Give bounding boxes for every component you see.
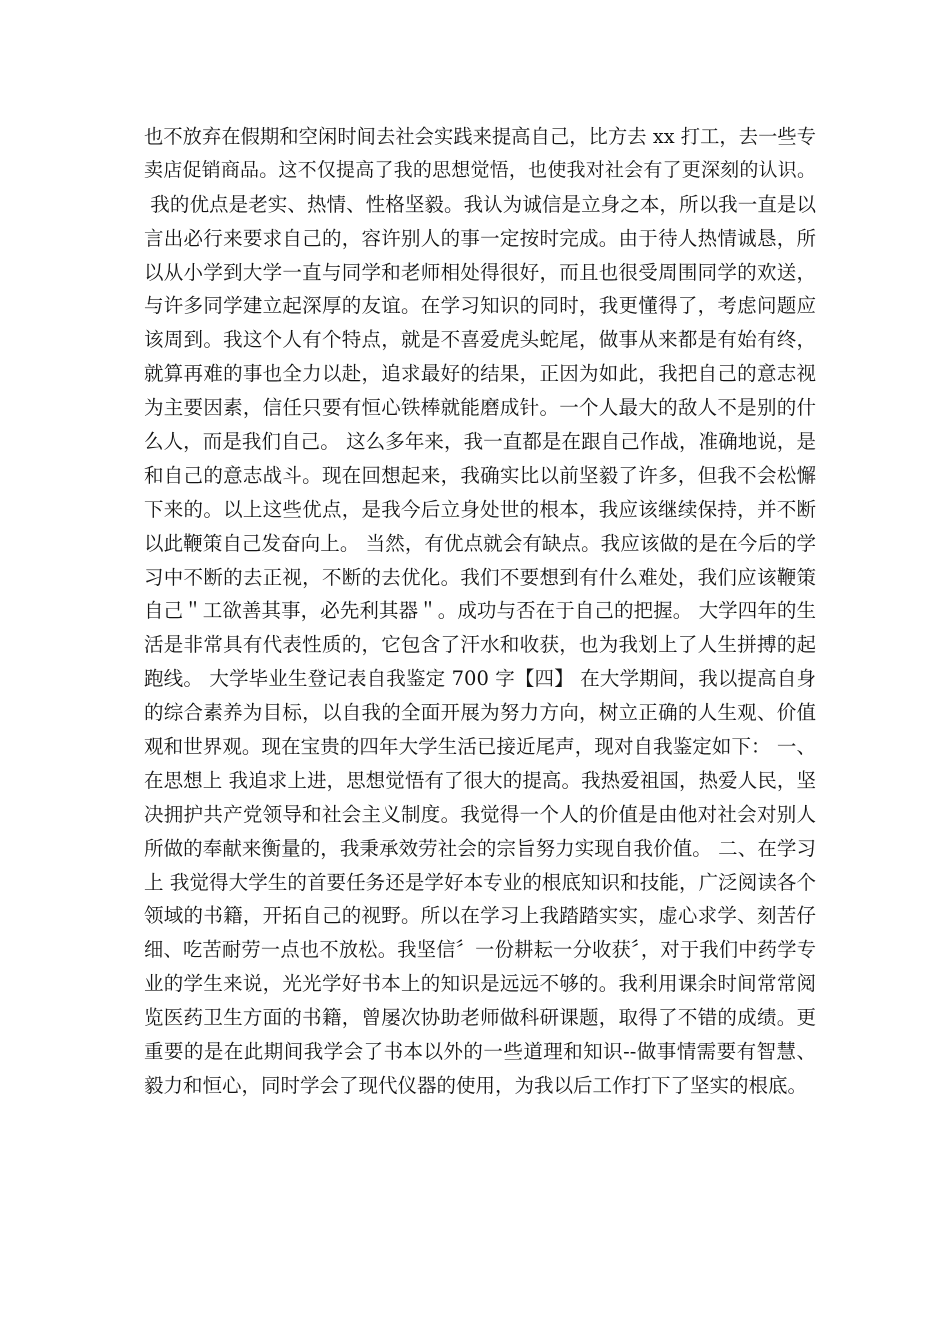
text-line: 以从小学到大学一直与同学和老师相处得很好，而且也很受周围同学的欢送， [144, 260, 816, 284]
text-line: 所做的奉献来衡量的，我秉承效劳社会的宗旨努力实现自我价值。 二、在学习 [144, 836, 816, 860]
text-line: 的综合素养为目标，以自我的全面开展为努力方向，树立正确的人生观、价值 [144, 701, 816, 725]
text-line: 决拥护共产党领导和社会主义制度。我觉得一个人的价值是由他对社会对别人 [144, 802, 816, 826]
text-line: 活是非常具有代表性质的，它包含了汗水和收获，也为我划上了人生拼搏的起 [144, 633, 816, 657]
text-line: 卖店促销商品。这不仅提高了我的思想觉悟，也使我对社会有了更深刻的认识。 [144, 158, 816, 181]
text-line: 毅力和恒心，同时学会了现代仪器的使用，为我以后工作打下了坚实的根底。 [144, 1073, 808, 1097]
text-line: 为主要因素，信任只要有恒心铁棒就能磨成针。一个人最大的敌人不是别的什 [144, 396, 816, 420]
text-line: 览医药卫生方面的书籍，曾屡次协助老师做科研课题，取得了不错的成绩。更 [144, 1006, 816, 1030]
text-line: 和自己的意志战斗。现在回想起来，我确实比以前坚毅了许多，但我不会松懈 [144, 463, 816, 487]
text-line: 就算再难的事也全力以赴，追求最好的结果，正因为如此，我把自己的意志视 [144, 362, 816, 386]
text-line: 与许多同学建立起深厚的友谊。在学习知识的同时，我更懂得了，考虑问题应 [144, 294, 816, 318]
text-line: 业的学生来说，光光学好书本上的知识是远远不够的。我利用课余时间常常阅 [144, 972, 816, 996]
text-line: 细、吃苦耐劳一点也不放松。我坚信〞一份耕耘一分收获〞，对于我们中药学专 [144, 938, 816, 962]
text-line: 上 我觉得大学生的首要任务还是学好本专业的根底知识和技能，广泛阅读各个 [144, 870, 816, 894]
text-line: 跑线。 大学毕业生登记表自我鉴定 700 字【四】 在大学期间，我以提高自身 [144, 667, 816, 691]
text-line: 以此鞭策自己发奋向上。 当然，有优点就会有缺点。我应该做的是在今后的学 [144, 531, 816, 555]
text-line: 观和世界观。现在宝贵的四年大学生活已接近尾声，现对自我鉴定如下： 一、 [144, 735, 816, 759]
text-line: 在思想上 我追求上进，思想觉悟有了很大的提高。我热爱祖国，热爱人民，坚 [144, 768, 816, 792]
text-line: 下来的。以上这些优点，是我今后立身处世的根本，我应该继续保持，并不断 [144, 497, 816, 521]
text-line: 习中不断的去正视，不断的去优化。我们不要想到有什么难处，我们应该鞭策 [144, 565, 816, 589]
text-line: 我的优点是老实、热情、性格坚毅。我认为诚信是立身之本，所以我一直是以 [144, 192, 816, 216]
text-line: 该周到。我这个人有个特点，就是不喜爱虎头蛇尾，做事从来都是有始有终， [144, 328, 816, 352]
text-line: 么人，而是我们自己。 这么多年来，我一直都是在跟自己作战，准确地说，是 [144, 430, 816, 454]
text-line: 领域的书籍，开拓自己的视野。所以在学习上我踏踏实实，虚心求学、刻苦仔 [144, 904, 816, 928]
text-line: 重要的是在此期间我学会了书本以外的一些道理和知识--做事情需要有智慧、 [144, 1040, 816, 1064]
text-line: 也不放弃在假期和空闲时间去社会实践来提高自己，比方去 xx 打工，去一些专 [144, 125, 816, 148]
body-text [144, 120, 816, 1103]
text-line: 自己＂工欲善其事，必先利其器＂。成功与否在于自己的把握。 大学四年的生 [144, 599, 816, 623]
text-line: 言出必行来要求自己的，容许别人的事一定按时完成。由于待人热情诚恳，所 [144, 226, 816, 250]
